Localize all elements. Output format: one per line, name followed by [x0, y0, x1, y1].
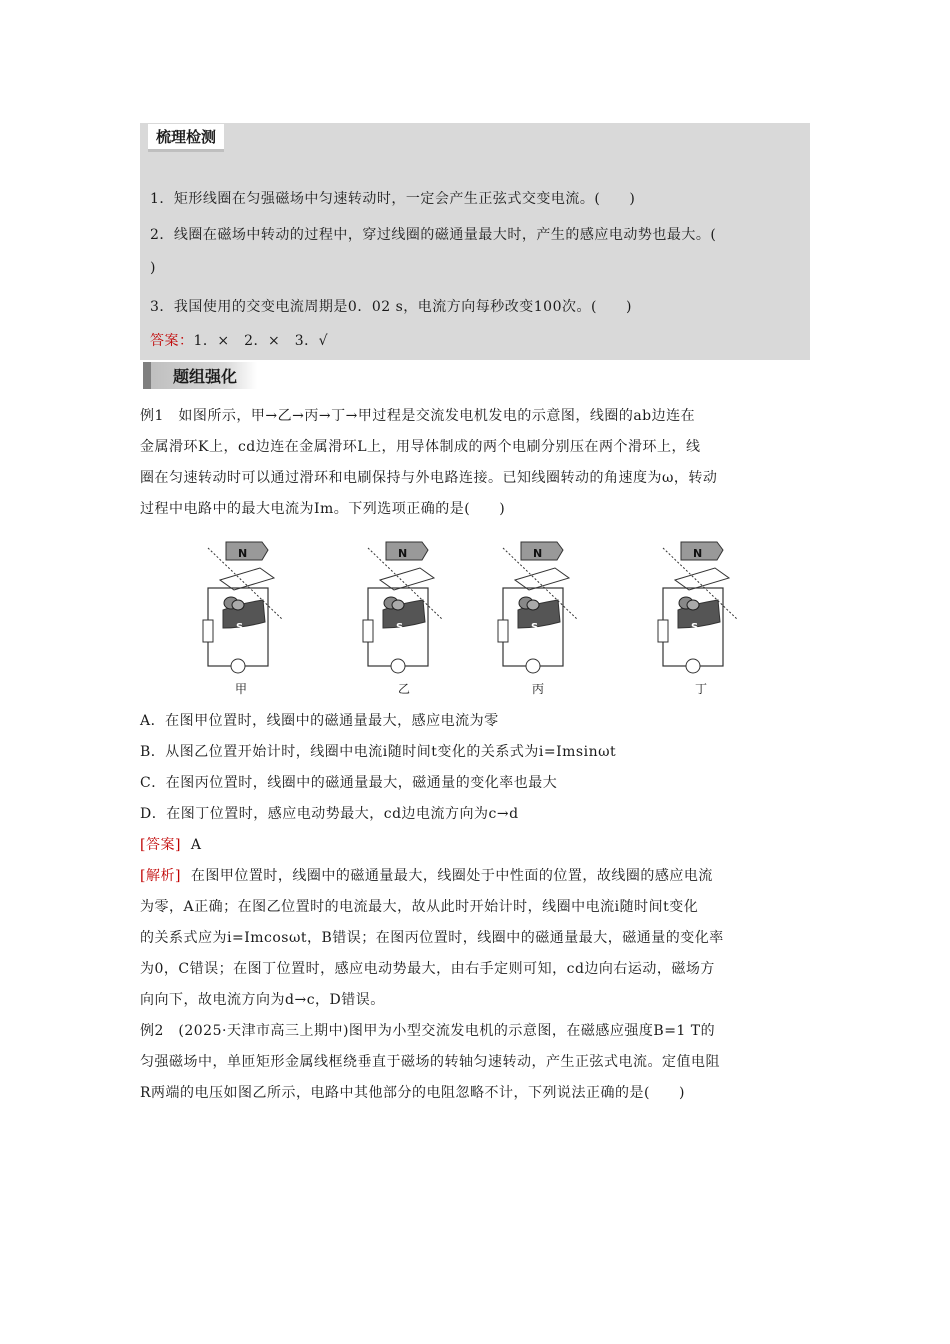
generator-diagrams: [198, 530, 758, 700]
ex1-line-2: 金属滑环K上，cd边连在金属滑环L上，用导体制成的两个电刷分别压在两个滑环上，线: [140, 439, 701, 455]
ex1-answer-label: [答案]: [140, 837, 181, 853]
review-answer-label: 答案：: [150, 333, 194, 349]
section-title: 题组强化: [143, 362, 257, 389]
ex2-line-1: 例2 (2025·天津市高三上期中)图甲为小型交流发电机的示意图，在磁感应强度B=1 T的: [140, 1023, 716, 1039]
svg-text:S: S: [236, 622, 244, 633]
fig-label-yi: 乙: [398, 682, 411, 696]
review-question-3: 3．我国使用的交变电流周期是0．02 s，电流方向每秒改变100次。( ): [150, 299, 632, 315]
review-question-1: 1．矩形线圈在匀强磁场中匀速转动时，一定会产生正弦式交变电流。( ): [150, 191, 636, 207]
svg-text:N: N: [238, 547, 248, 560]
ex2-line-2: 匀强磁场中，单匝矩形金属线框绕垂直于磁场的转轴匀速转动，产生正弦式电流。定值电阻: [140, 1054, 720, 1070]
review-title: 梳理检测: [148, 124, 224, 152]
ex1-analysis-text-1: 在图甲位置时，线圈中的磁通量最大，线圈处于中性面的位置，故线圈的感应电流: [190, 868, 713, 884]
svg-text:N: N: [398, 547, 408, 560]
svg-text:S: S: [691, 622, 699, 633]
ex1-analysis-label: [解析]: [140, 868, 181, 884]
svg-text:S: S: [396, 622, 404, 633]
option-c: C．在图丙位置时，线圈中的磁通量最大，磁通量的变化率也最大: [140, 775, 558, 791]
ex1-analysis-line-5: 向向下，故电流方向为d→c，D错误。: [140, 992, 385, 1008]
ex1-line-3: 圈在匀速转动时可以通过滑环和电刷保持与外电路连接。已知线圈转动的角速度为ω，转动: [140, 470, 718, 486]
ex1-analysis-line-1: [140, 865, 713, 885]
ex2-line-3: R两端的电压如图乙所示，电路中其他部分的电阻忽略不计，下列说法正确的是( ): [140, 1085, 685, 1101]
fig-label-bing: 丙: [532, 682, 545, 696]
fig-label-ding: 丁: [695, 682, 708, 696]
option-a: A．在图甲位置时，线圈中的磁通量最大，感应电流为零: [140, 713, 499, 729]
svg-text:N: N: [693, 547, 703, 560]
ex1-line-1: 例1 如图所示，甲→乙→丙→丁→甲过程是交流发电机发电的示意图，线圈的ab边连在: [140, 408, 696, 424]
ex1-answer: [140, 834, 201, 854]
generator-diagram-1: [203, 542, 283, 673]
generator-diagram-2: [363, 542, 443, 673]
review-question-2: 2．线圈在磁场中转动的过程中，穿过线圈的磁通量最大时，产生的感应电动势也最大。(: [150, 227, 717, 243]
option-d: D．在图丁位置时，感应电动势最大，cd边电流方向为c→d: [140, 806, 519, 822]
review-answer-text: 1．× 2．× 3．√: [193, 333, 329, 349]
review-answer: [150, 330, 328, 350]
ex1-analysis-line-3: 的关系式应为i=Imcosωt，B错误；在图丙位置时，线圈中的磁通量最大，磁通量的变化率: [140, 930, 724, 946]
fig-label-jia: 甲: [235, 682, 248, 696]
ex1-analysis-line-2: 为零，A正确；在图乙位置时的电流最大，故从此时开始计时，线圈中电流i随时间t变化: [140, 899, 699, 915]
ex1-line-4: 过程中电路中的最大电流为Im。下列选项正确的是( ): [140, 501, 506, 517]
option-b: B．从图乙位置开始计时，线圈中电流i随时间t变化的关系式为i=Imsinωt: [140, 744, 617, 760]
generator-diagram-4: [658, 542, 738, 673]
review-question-2-cont: ): [150, 260, 156, 276]
ex1-answer-value: A: [190, 837, 202, 853]
svg-text:S: S: [531, 622, 539, 633]
svg-text:N: N: [533, 547, 543, 560]
generator-diagram-3: [498, 542, 578, 673]
ex1-analysis-line-4: 为0，C错误；在图丁位置时，感应电动势最大，由右手定则可知，cd边向右运动，磁场方: [140, 961, 715, 977]
